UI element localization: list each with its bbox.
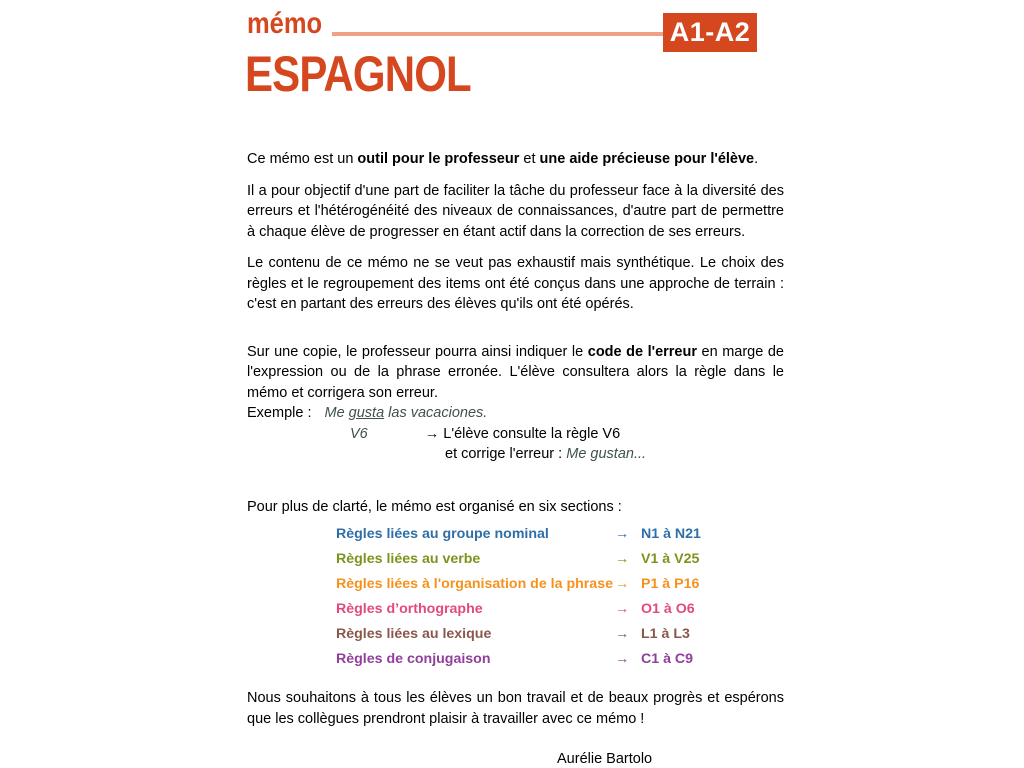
arrow-icon: → xyxy=(424,425,440,442)
arrow-icon: → xyxy=(615,651,630,667)
section-range: C1 à C9 xyxy=(641,651,694,667)
logo-rule-line xyxy=(332,32,663,36)
example-correction-prefix: et corrige l'erreur : xyxy=(445,446,567,462)
example-label: Exemple : xyxy=(247,405,312,421)
section-label: Règles d’orthographe xyxy=(336,601,483,617)
section-range: O1 à O6 xyxy=(641,601,695,617)
example-underlined-word: gusta xyxy=(348,405,385,421)
section-range: P1 à P16 xyxy=(641,576,700,592)
closing-paragraph: Nous souhaitons à tous les élèves un bon travail et de beaux progrès et espérons que les collègues prendront plaisir à travailler avec ce mémo ! xyxy=(247,690,784,727)
example-error-code: V6 xyxy=(350,425,368,442)
logo-memo-word: mémo xyxy=(247,7,323,40)
example-line-correction xyxy=(247,444,784,465)
author-signature: Aurélie Bartolo xyxy=(557,751,653,767)
section-range: N1 à N21 xyxy=(641,526,701,542)
intro-paragraph-2: Il a pour objectif d'une part de faciliter la tâche du professeur face à la diversité des erreurs et l'hétérogénéité des niveaux de connaissances, d'autre part de permettre à chaque élève de progresser en étant actif dans la correction de ses erreurs. xyxy=(247,182,784,240)
section-row-orthographe xyxy=(247,597,784,622)
p1-bold-professor: outil pour le professeur xyxy=(357,151,520,167)
p4-text: Sur une copie, le professeur pourra ainsi indiquer le xyxy=(247,343,588,360)
sections-intro: Pour plus de clarté, le mémo est organisé en six sections : xyxy=(247,498,622,515)
p1-text: et xyxy=(519,151,540,167)
section-label: Règles liées au groupe nominal xyxy=(336,526,549,542)
arrow-icon: → xyxy=(615,626,630,642)
section-row-conjugaison xyxy=(247,647,784,672)
example-sentence: Me gusta las vacaciones. xyxy=(324,405,488,421)
logo-espagnol-word: ESPAGNOL xyxy=(245,46,471,102)
section-row-phrase xyxy=(247,572,784,597)
arrow-icon: → xyxy=(615,526,630,542)
sections-list xyxy=(247,522,784,672)
section-label: Règles de conjugaison xyxy=(336,651,491,667)
section-row-lexique xyxy=(247,622,784,647)
example-consult-text: L'élève consulte la règle V6 xyxy=(443,425,621,442)
example-line-sentence xyxy=(247,403,784,424)
section-label: Règles liées au verbe xyxy=(336,551,481,567)
section-range: L1 à L3 xyxy=(641,626,690,642)
p1-bold-student: une aide précieuse pour l'élève xyxy=(539,151,755,167)
intro-paragraph-1 xyxy=(247,149,784,170)
intro-paragraph-3: Le contenu de ce mémo ne se veut pas exhaustif mais synthétique. Le choix des règles et le regroupement des items ont été conçus dans une approche de terrain : c'est en partant des erreurs des élèves qu'ils ont été opérés. xyxy=(247,255,784,312)
p1-text: . xyxy=(754,151,759,167)
section-range: V1 à V25 xyxy=(641,551,700,567)
arrow-icon: → xyxy=(615,601,630,617)
p4-text: en marge de l'expression ou de la phrase erronée. L'élève consultera alors la règle dans le mémo et corrigera son erreur. xyxy=(247,343,784,401)
section-row-nominal xyxy=(247,522,784,547)
example-consult xyxy=(425,424,620,445)
page-content xyxy=(247,0,784,768)
arrow-icon: → xyxy=(615,551,630,567)
error-code-paragraph xyxy=(247,342,784,404)
p1-text: Ce mémo est un xyxy=(247,151,358,167)
level-badge: A1-A2 xyxy=(663,13,757,52)
example-correction-italic: Me gustan... xyxy=(566,446,647,462)
logo-header xyxy=(245,7,784,102)
section-row-verbe xyxy=(247,547,784,572)
arrow-icon: → xyxy=(615,576,630,592)
example-line-code xyxy=(247,424,784,445)
section-label: Règles liées au lexique xyxy=(336,626,492,642)
p4-bold-error-code: code de l'erreur xyxy=(587,343,697,360)
section-label: Règles liées à l'organisation de la phrase xyxy=(336,576,613,592)
